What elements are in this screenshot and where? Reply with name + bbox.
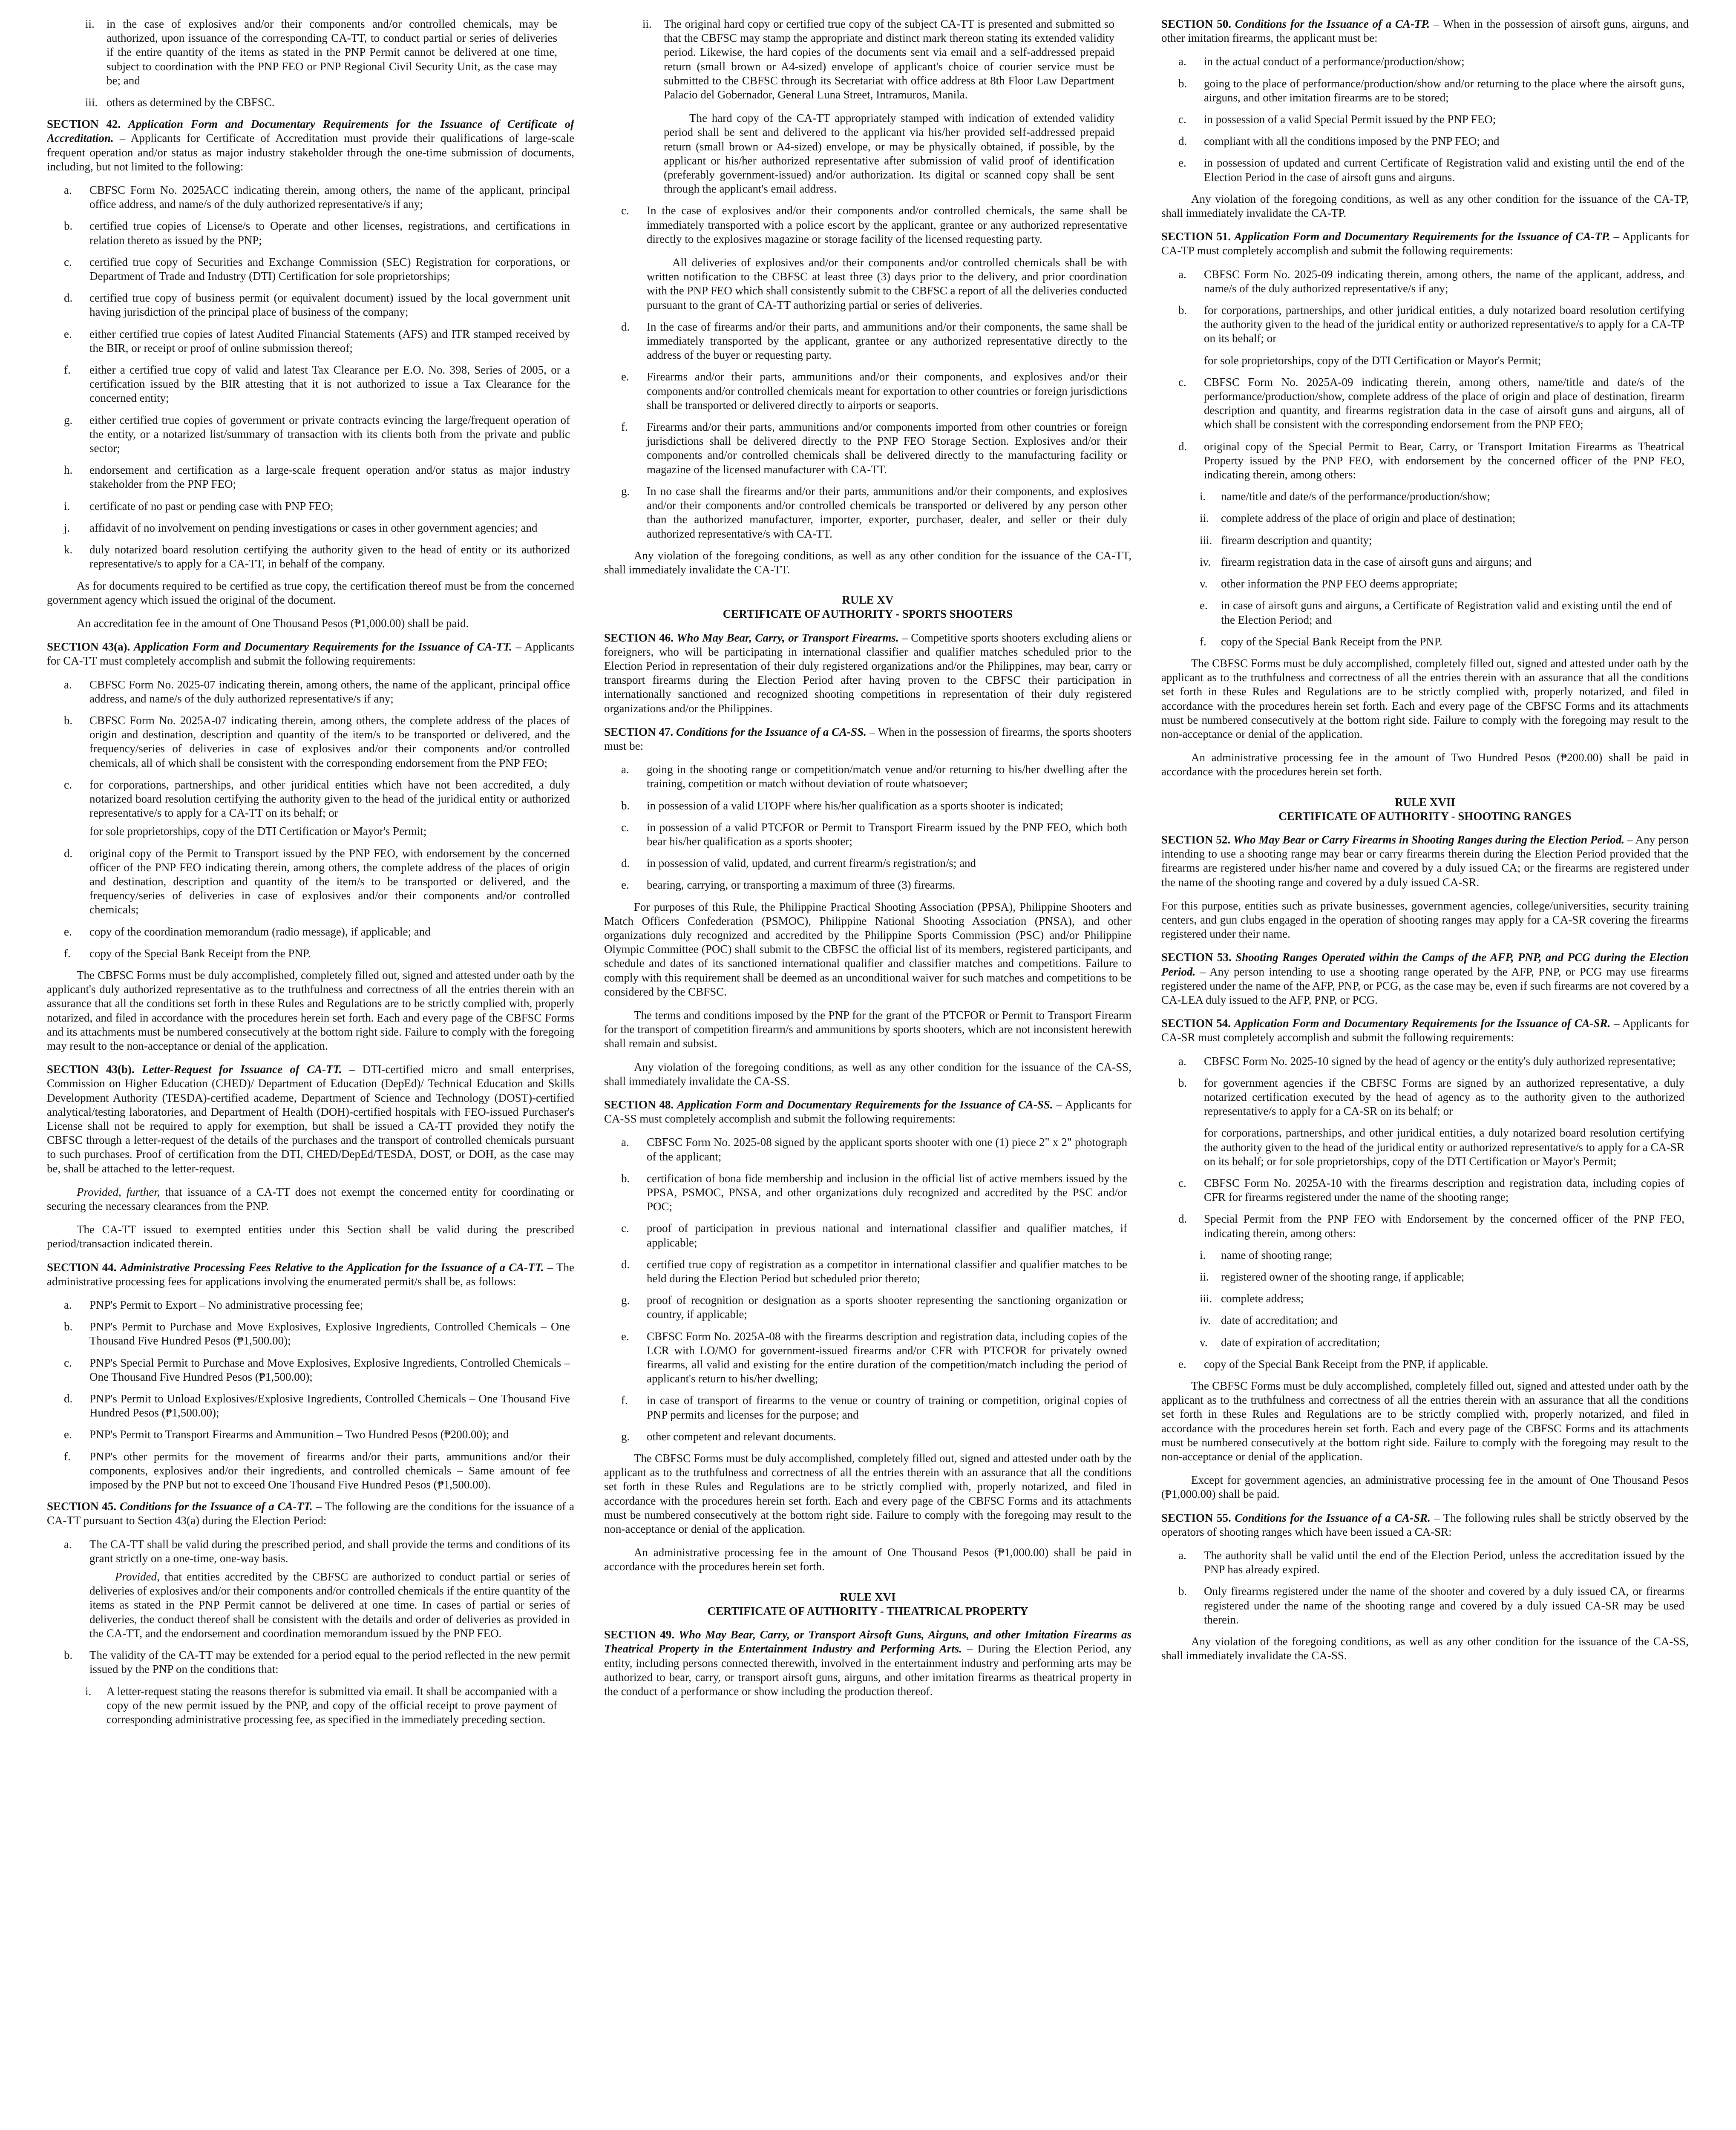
- list-item: d. original copy of the Special Permit to Bear, Carry, or Transport Imitation Firearms as Theatrical Property issued by the PNP FEO, with endorsement by the concerned officer of the PNP FEO, indicating therein, among others:: [1178, 440, 1684, 481]
- list-item: e. copy of the Special Bank Receipt from the PNP, if applicable.: [1178, 1357, 1488, 1370]
- column-3: [1161, 17, 1689, 2130]
- list-item: d. certified true copy of business permit (or equivalent document) issued by the local government unit having jurisdiction of the principal place of business of the company;: [64, 291, 570, 319]
- paragraph: An administrative processing fee in the amount of Two Hundred Pesos (₱200.00) shall be paid in accordance with the procedures herein set forth.: [1161, 751, 1689, 778]
- section-54: SECTION 54. Application Form and Documentary Requirements for the Issuance of CA-SR. – Applicants for CA-SR must completely accomplish and submit the following requirements:: [1161, 1017, 1689, 1044]
- list-item: e. in case of airsoft guns and airguns, a Certificate of Registration valid and existing until the end of the Election Period; and: [1200, 599, 1672, 626]
- section-53: SECTION 53. Shooting Ranges Operated within the Camps of the AFP, PNP, and PCG during the Election Period. – Any person intending to use a shooting range operated by the AFP, PNP, or PCG may use firearms registered under the name of the AFP, PNP, or PCG, as the case may be, even if such firearms are not covered by a CA-LEA duly issued to the AFP, PNP, or PCG.: [1161, 951, 1689, 1006]
- list-item: i. name of shooting range;: [1200, 1248, 1333, 1261]
- paragraph: An administrative processing fee in the amount of One Thousand Pesos (₱1,000.00) shall be paid in accordance with the procedures herein set forth.: [604, 1546, 1131, 1573]
- list-item: g. In no case shall the firearms and/or their parts, ammunitions and/or their components, and explosives and/or their components and/or controlled chemicals be transported or delivered by any person other than the authorized manufacturer, importer, exporter, purchaser, dealer, and seller or their duly authorized representative/s with CA-TT.: [621, 484, 1127, 540]
- list-item: a. CBFSC Form No. 2025-08 signed by the applicant sports shooter with one (1) piece 2" x 2" photograph of the applicant;: [621, 1136, 1127, 1163]
- list-item: a. CBFSC Form No. 2025-10 signed by the head of agency or the entity's duly authorized representative;: [1178, 1054, 1676, 1068]
- section-43a: SECTION 43(a). Application Form and Documentary Requirements for the Issuance of CA-TT. – Applicants for CA-TT must completely accomplish and submit the following requirements:: [47, 640, 574, 668]
- list-item: e. CBFSC Form No. 2025A-08 with the firearms description and registration data, including copies of the LCR with LO/MO for government-issued firearms and/or CFR with PTCFOR for privately owned firearms, all valid and existing for the entire duration of the competition/match including the period of applicant's return to his/her dwelling;: [621, 1330, 1127, 1385]
- list-item: b. certification of bona fide membership and inclusion in the official list of active members issued by the PPSA, PSMOC, PNSA, and other organizations duly recognized and accredited by the PSC and/or POC;: [621, 1172, 1127, 1213]
- section-48: SECTION 48. Application Form and Documentary Requirements for the Issuance of CA-SS. – Applicants for CA-SS must completely accomplish and submit the following requirements:: [604, 1098, 1131, 1125]
- list-item: iii. firearm description and quantity;: [1200, 533, 1372, 547]
- list-item: i. A letter-request stating the reasons therefor is submitted via email. It shall be accompanied with a copy of the new permit issued by the PNP, and copy of the official receipt to prove payment of corresponding administrative processing fee, as specified in the immediately preceding section.: [85, 1684, 557, 1726]
- top-list: [47, 17, 574, 109]
- list-item: ii. in the case of explosives and/or their components and/or controlled chemicals, may be authorized, upon issuance of the corresponding CA-TT, to conduct partial or series of deliveries if the entire quantity of the items as stated in the PNP Permit cannot be delivered at one time, subject to coordination with the PNP FEO or PNP Regional Civil Security Unit, as the case may be; and: [85, 17, 557, 87]
- list-item: b. PNP's Permit to Purchase and Move Explosives, Explosive Ingredients, Controlled Chemicals – One Thousand Five Hundred Pesos (₱1,500.00);: [64, 1320, 570, 1347]
- section-45: SECTION 45. Conditions for the Issuance of a CA-TT. – The following are the conditions for the issuance of a CA-TT pursuant to Section 43(a) during the Election Period:: [47, 1500, 574, 1527]
- list-item: iv. date of accreditation; and: [1200, 1314, 1338, 1327]
- list-item: f. either a certified true copy of valid and latest Tax Clearance per E.O. No. 398, Series of 2005, or a certification issued by the BIR attesting that it is not authorized to issue a Tax Clearance for the concerned entity;: [64, 363, 570, 405]
- section-48-list: [604, 1135, 1131, 1444]
- column-2: [604, 17, 1131, 2130]
- paragraph: Any violation of the foregoing conditions, as well as any other condition for the issuance of the CA-TP, shall immediately invalidate the CA-TP.: [1161, 192, 1689, 220]
- paragraph: Except for government agencies, an administrative processing fee in the amount of One Thousand Pesos (₱1,000.00) shall be paid.: [1161, 1474, 1689, 1501]
- list-item: iii. others as determined by the CBFSC.: [85, 96, 275, 109]
- section-47: SECTION 47. Conditions for the Issuance of a CA-SS. – When in the possession of firearms, the sports shooters must be:: [604, 725, 1131, 752]
- list-item: c. CBFSC Form No. 2025A-09 indicating therein, among others, name/title and date/s of the performance/production/show, complete address of the place of origin and place of destination, firearm description and quantity, and firearms registration data in the case of airsoft guns and airguns, all of which shall be consistent with the corresponding endorsement from the PNP FEO;: [1178, 375, 1684, 431]
- list-item: d. in possession of valid, updated, and current firearm/s registration/s; and: [621, 857, 976, 870]
- list-item: c. in possession of a valid PTCFOR or Permit to Transport Firearm issued by the PNP FEO, which both bear his/her qualification as a sports shooter;: [621, 820, 1127, 848]
- list-item: c. for corporations, partnerships, and other juridical entities which have not been accredited, a duly notarized board resolution certifying the authority given to the head of the juridical entity or authorized representative/s to apply for a CA-TT on its behalf; or for sole proprietorships, copy of the DTI Certification or Mayor's Permit;: [64, 778, 570, 838]
- section-44: SECTION 44. Administrative Processing Fees Relative to the Application for the Issuance of a CA-TT. – The administrative processing fees for applications involving the enumerated permit/s shall be, as follows:: [47, 1261, 574, 1288]
- section-55: SECTION 55. Conditions for the Issuance of a CA-SR. – The following rules shall be strictly observed by the operators of shooting ranges which have been issued a CA-SR:: [1161, 1511, 1689, 1538]
- list-item: j. affidavit of no involvement on pending investigations or cases in other government agencies; and: [64, 521, 538, 534]
- list-item: v. other information the PNP FEO deems appropriate;: [1200, 577, 1458, 590]
- list-item: d. PNP's Permit to Unload Explosives/Explosive Ingredients, Controlled Chemicals – One Thousand Five Hundred Pesos (₱1,500.00);: [64, 1392, 570, 1419]
- section-51-list: [1161, 268, 1689, 482]
- list-item: b. Only firearms registered under the name of the shooter and covered by a duly issued CA, or firearms registered under the name of the shooting range and covered by a duly issued CA-SR may be used therein.: [1178, 1585, 1684, 1626]
- list-item: iii. complete address;: [1200, 1292, 1304, 1305]
- list-item: f. PNP's other permits for the movement of firearms and/or their parts, ammunitions and/or their components, explosives and/or their ingredients, and controlled chemicals – Same amount of fee imposed by the PNP but not to exceed One Thousand Five Hundred Pesos (₱1,500.00).: [64, 1450, 570, 1491]
- list-item: d. compliant with all the conditions imposed by the PNP FEO; and: [1178, 135, 1500, 148]
- list-item: c. PNP's Special Permit to Purchase and Move Explosives, Explosive Ingredients, Controlled Chemicals – One Thousand Five Hundred Pesos (₱1,500.00);: [64, 1356, 570, 1383]
- list-item: e. either certified true copies of latest Audited Financial Statements (AFS) and ITR stamped received by the BIR, or receipt or proof of online submission thereof;: [64, 327, 570, 354]
- list-item: e. copy of the coordination memorandum (radio message), if applicable; and: [64, 925, 431, 938]
- list-item: i. certificate of no past or pending case with PNP FEO;: [64, 499, 334, 512]
- list-item: b. for corporations, partnerships, and other juridical entities, a duly notarized board resolution certifying the authority given to the head of the juridical entity or authorized representative/s to apply for a CA-TP on its behalf; or for sole proprietorships, copy of the DTI Certification or Mayor's Permit;: [1178, 304, 1684, 367]
- list-item: i. name/title and date/s of the performance/production/show;: [1200, 490, 1491, 503]
- list-item: a. CBFSC Form No. 2025ACC indicating therein, among others, the name of the applicant, principal office address, and name/s of the duly authorized representative/s if any;: [64, 184, 570, 211]
- section-46: SECTION 46. Who May Bear, Carry, or Transport Firearms. – Competitive sports shooters excluding aliens or foreigners, who will be participating in international classifier and qualifier matches scheduled prior to the Election Period in representation of their duly registered organizations and/or the Philippines, may bear, carry or transport firearms during the Election Period after having proven to the CBFSC their participation in internationally sanctioned and recognized shooting competitions in representation of their duly registered organizations and/or the Philippines.: [604, 631, 1131, 715]
- section-45-list: [47, 1537, 574, 1677]
- paragraph: The CBFSC Forms must be duly accomplished, completely filled out, signed and attested under oath by the applicant as to the truthfulness and correctness of all the entries therein with an assurance that all the conditions set forth in these Rules and Regulations are to be strictly complied with, properly notarized, and filed in accordance with the procedures herein set forth. Each and every page of the CBFSC Forms and its attachments must be numbered consecutively at the bottom right side. Failure to comply with the foregoing may result to the non-acceptance or denial of the application.: [604, 1452, 1131, 1536]
- list-item: c. in possession of a valid Special Permit issued by the PNP FEO;: [1178, 113, 1496, 126]
- list-item: b. certified true copies of License/s to Operate and other licenses, registrations, and certifications in relation thereto as issued by the PNP;: [64, 219, 570, 247]
- list-item: h. endorsement and certification as a large-scale frequent operation and/or status as major industry stakeholder from the PNP FEO;: [64, 463, 570, 491]
- paragraph: Any violation of the foregoing conditions, as well as any other condition for the issuance of the CA-SS, shall immediately invalidate the CA-SS.: [604, 1060, 1131, 1088]
- list-item: f. copy of the Special Bank Receipt from the PNP.: [1200, 635, 1442, 648]
- list-item: b. in possession of a valid LTOPF where his/her qualification as a sports shooter is indicated;: [621, 799, 1063, 812]
- list-item: b. The validity of the CA-TT may be extended for a period equal to the period reflected in the new permit issued by the PNP on the conditions that:: [64, 1649, 570, 1676]
- list-item: g. other competent and relevant documents.: [621, 1430, 836, 1443]
- section-51: SECTION 51. Application Form and Documentary Requirements for the Issuance of CA-TP. – Applicants for CA-TP must completely accomplish and submit the following requirements:: [1161, 230, 1689, 257]
- list-item: e. in possession of updated and current Certificate of Registration valid and existing until the end of the Election Period in the case of airsoft guns and airguns.: [1178, 156, 1684, 184]
- paragraph: For this purpose, entities such as private businesses, government agencies, college/universities, security training centers, and gun clubs engaged in the operation of shooting ranges may apply for a CA-SR covering the firearms registered under their name.: [1161, 899, 1689, 941]
- list-item: d. certified true copy of registration as a competitor in international classifier and qualifier matches to be held during the Election Period but scheduled prior thereto;: [621, 1258, 1127, 1285]
- section-44-list: [47, 1298, 574, 1492]
- list-item: f. in case of transport of firearms to the venue or country of training or competition, original copies of PNP permits and licenses for the purpose; and: [621, 1394, 1127, 1421]
- paragraph: The CA-TT issued to exempted entities under this Section shall be valid during the prescribed period/transaction indicated therein.: [47, 1223, 574, 1250]
- list-item: b. CBFSC Form No. 2025A-07 indicating therein, among others, the complete address of the places of origin and destination, description and quantity of the item/s to be transported or delivered, and the frequency/series of deliveries in case of explosives and/or their components and/or controlled chemicals, all of which shall be consistent with the corresponding endorsement from the PNP FEO;: [64, 714, 570, 769]
- paragraph: The terms and conditions imposed by the PNP for the grant of the PTCFOR or Permit to Transport Firearm for the transport of competition firearm/s and ammunitions by sports shooters, which are not inconsistent herewith shall remain and subsist.: [604, 1008, 1131, 1050]
- list-item: c. certified true copy of Securities and Exchange Commission (SEC) Registration for corporations, or Department of Trade and Industry (DTI) Certification for sole proprietorships;: [64, 255, 570, 283]
- column-1: [47, 17, 574, 2130]
- section-42: SECTION 42. Application Form and Documentary Requirements for the Issuance of Certificate of Accreditation. – Applicants for Certificate of Accreditation must provide their qualifications of large-scale frequent operation and/or status as major industry stakeholder through the one-time submission of documents, including, but not limited to the following:: [47, 118, 574, 173]
- paragraph: An accreditation fee in the amount of One Thousand Pesos (₱1,000.00) shall be paid.: [77, 616, 469, 630]
- paragraph: The CBFSC Forms must be duly accomplished, completely filled out, signed and attested under oath by the applicant as to the truthfulness and correctness of all the entries therein with an assurance that all the conditions set forth in these Rules and Regulations are to be strictly complied with, properly notarized, and filed in accordance with the procedures herein set forth. Each and every page of the CBFSC Forms and its attachments must be numbered consecutively at the bottom right side. Failure to comply with the foregoing may result to the non-acceptance or denial of the application.: [1161, 1379, 1689, 1463]
- list-item: a. going in the shooting range or competition/match venue and/or returning to his/her dwelling after the training, competition or match without deviation of route whatsoever;: [621, 763, 1127, 790]
- list-item: iv. firearm registration data in the case of airsoft guns and airguns; and: [1200, 555, 1532, 568]
- paragraph: Any violation of the foregoing conditions, as well as any other condition for the issuance of the CA-SS, shall immediately invalidate the CA-SS.: [1161, 1635, 1689, 1662]
- list-item: a. The CA-TT shall be valid during the prescribed period, and shall provide the terms and conditions of its grant strictly on a one-time, one-way basis. Provided, that entities accredited by the CBFSC are authorized to conduct partial or series of deliveries of explosives and/or their components and/or controlled chemicals if the entire quantity of the items as stated in the PNP Permit cannot be delivered at one time. In cases of partial or series of deliveries, the conduct thereof shall be consistent with the details and order of deliveries as provided in the CA-TT, and the endorsement and coordination memorandum issued by the PNP FEO.: [64, 1537, 570, 1640]
- list-item: a. CBFSC Form No. 2025-07 indicating therein, among others, the name of the applicant, principal office address, and name/s of the duly authorized representative/s if any;: [64, 678, 570, 705]
- paragraph: For purposes of this Rule, the Philippine Practical Shooting Association (PPSA), Philippine Shooters and Match Officers Confederation (PSMOC), Philippine National Shooting Association (PNSA), and other organizations duly recognized and accredited by the Philippine Sports Commission (PSC) and/or Philippine Olympic Committee (POC) shall submit to the CBFSC the official list of its members, registered participants, and schedule and dates of its sanctioned international qualifier and classifier matches and competitions. Failure to comply with this requirement shall be deemed as an unconditional waiver for such matches and competitions to be considered by the CBFSC.: [604, 900, 1131, 998]
- list-item: ii. The original hard copy or certified true copy of the subject CA-TT is presented and submitted so that the CBFSC may stamp the appropriate and distinct mark thereon stating its extended validity period. Likewise, the hard copies of the documents sent via email and a self-addressed prepaid return (small brown or A4-sized) envelope of applicant's choice of courier service must be submitted to the CBFSC through its Secretariat with office address at 8th Floor Law Department Palacio del Gobernador, General Luna Street, Intramuros, Manila. The hard copy of the CA-TT appropriately stamped with indication of extended validity period shall be sent and delivered to the applicant via his/her provided self-addressed prepaid return (small brown or A4-sized) envelope, or may be physically obtained, if possible, by the applicant or his/her authorized representative after submission of valid proof of identification (preferably government-issued) and/or authorization. Its digital or scanned copy shall be sent through the applicant's email address.: [642, 17, 1114, 196]
- section-50-list: [1161, 55, 1689, 184]
- section-51-d-list: [1161, 489, 1689, 649]
- list-item: a. PNP's Permit to Export – No administrative processing fee;: [64, 1298, 363, 1312]
- list-item: g. proof of recognition or designation as a sports shooter representing the sanctioning organization or country, if applicable;: [621, 1294, 1127, 1321]
- paragraph: Provided, further, that issuance of a CA-TT does not exempt the concerned entity for coordinating or securing the necessary clearances from the PNP.: [47, 1185, 574, 1213]
- section-52: SECTION 52. Who May Bear or Carry Firearms in Shooting Ranges during the Election Period. – Any person intending to use a shooting range may bear or carry firearms therein during the Election Period provided that the firearms are registered under his/her name and covered by a duly issued CA; or the firearms are registered under the name of the shooting range and covered by a duly issued CA-SR.: [1161, 833, 1689, 889]
- rule-xvii-heading: RULE XVII CERTIFICATE OF AUTHORITY - SHOOTING RANGES: [1278, 795, 1572, 823]
- list-item: a. in the actual conduct of a performance/production/show;: [1178, 55, 1465, 68]
- section-43a-list: [47, 678, 574, 961]
- list-item: ii. registered owner of the shooting range, if applicable;: [1200, 1270, 1465, 1284]
- list-item: a. CBFSC Form No. 2025-09 indicating therein, among others, the name of the applicant, address, and name/s of the duly authorized representative/s if any;: [1178, 268, 1684, 295]
- extension-list: [604, 17, 1131, 196]
- rule-xv-heading: RULE XV CERTIFICATE OF AUTHORITY - SPORTS SHOOTERS: [723, 593, 1013, 621]
- list-item: e. Firearms and/or their parts, ammunitions and/or their components, and explosives and/or their components and/or controlled chemicals meant for exportation to other countries or foreign jurisdictions shall be transported or delivered directly to airports or seaports.: [621, 370, 1127, 412]
- section-43b: SECTION 43(b). Letter-Request for Issuance of CA-TT. – DTI-certified micro and small enterprises, Commission on Higher Education (CHED)/ Department of Education (DepEd)/ Technical Education and Skills Development Authority (TESDA)-certified academe, Department of Science and Technology (DOST)-certified analytical/testing laboratories, and Department of Health (DOH)-certified hospitals with FEO-issued Purchaser's License shall not be required to apply for exemption, but shall be issued a CA-TT provided they notify the CBFSC through a letter-request of the details of the purchases and the transport of controlled chemicals pursuant to such purchases. Proof of certification from the DTI, CHED/DepEd/TESDA, DOST, or DOH, as the case may be, shall be attached to the letter-request.: [47, 1063, 574, 1175]
- section-42-list: [47, 183, 574, 571]
- list-item: f. copy of the Special Bank Receipt from the PNP.: [64, 947, 311, 960]
- paragraph: Any violation of the foregoing conditions, as well as any other condition for the issuance of the CA-TT, shall immediately invalidate the CA-TT.: [604, 549, 1131, 576]
- list-item: v. date of expiration of accreditation;: [1200, 1336, 1380, 1349]
- list-item: g. either certified true copies of government or private contracts evincing the large/frequent operation of the entity, or a notarized list/summary of transaction with its clients both from the private and public sector;: [64, 413, 570, 455]
- list-item: d. Special Permit from the PNP FEO with Endorsement by the concerned officer of the PNP FEO, indicating therein, among others:: [1178, 1212, 1684, 1240]
- section-47-list: [604, 763, 1131, 892]
- list-item: d. In the case of firearms and/or their parts, and ammunitions and/or their components, the same shall be immediately transported by the applicant, grantee or any authorized representative directly to the address of the buyer or requesting party.: [621, 320, 1127, 362]
- list-item: d. original copy of the Permit to Transport issued by the PNP FEO, with endorsement by the concerned officer of the PNP FEO indicating therein, among others, the complete address of the places of origin and destination, description and quantity of the item/s to be transported or delivered, and the frequency/series of deliveries in case of explosives and/or their components and/or controlled chemicals;: [64, 846, 570, 916]
- list-item: a. The authority shall be valid until the end of the Election Period, unless the accreditation issued by the PNP has already expired.: [1178, 1549, 1684, 1576]
- list-item: b. for government agencies if the CBFSC Forms are signed by an authorized representative, a duly notarized certification executed by the head of agency as to the authority given to the authorized representative/s to apply for a CA-SR on its behalf; or for corporations, partnerships, and other juridical entities, a duly notarized board resolution certifying the authority given to the head of the juridical entity or authorized representative/s to apply for a CA-SR on its behalf; or for sole proprietorships, copy of the DTI Certification or Mayor's Permit;: [1178, 1076, 1684, 1168]
- rule-xvi-heading: RULE XVI CERTIFICATE OF AUTHORITY - THEATRICAL PROPERTY: [707, 1590, 1028, 1618]
- paragraph: The CBFSC Forms must be duly accomplished, completely filled out, signed and attested under oath by the applicant's duly authorized representative as to the truthfulness and correctness of all the entries therein with an assurance that all the conditions set forth in these Rules and Regulations are to be strictly complied with, properly notarized, and filed in accordance with the procedures herein set forth. Each and every page of the CBFSC Forms and its attachments must be numbered consecutively at the bottom right side. Failure to comply with the foregoing may result to the non-acceptance or denial of the application.: [47, 968, 574, 1052]
- list-item: b. going to the place of performance/production/show and/or returning to the place where the airsoft guns, airguns, and other imitation firearms are to be stored;: [1178, 77, 1684, 104]
- list-item: c. CBFSC Form No. 2025A-10 with the firearms description and registration data, including copies of CFR for firearms registered under the name of the shooting range;: [1178, 1177, 1684, 1204]
- section-50: SECTION 50. Conditions for the Issuance of a CA-TP. – When in the possession of airsoft guns, airguns, and other imitation firearms, the applicant must be:: [1161, 17, 1689, 45]
- section-54-e-list: [1161, 1357, 1689, 1371]
- list-item: k. duly notarized board resolution certifying the authority given to the head of entity or its authorized representative/s to apply for a CA-TT, in behalf of the company.: [64, 543, 570, 570]
- list-item: c. In the case of explosives and/or their components and/or controlled chemicals, the same shall be immediately transported with a police escort by the applicant, grantee or any authorized representative directly to the explosives magazine or storage facility of the licensed requesting party. All deliveries of explosives and/or their components and/or controlled chemicals shall be with written notification to the CBFSC at least three (3) days prior to the delivery, and prior coordination with the PNP FEO which shall consistently submit to the CBFSC a report of all the deliveries conducted pursuant to the grant of CA-TT authorizing partial or series of deliveries.: [621, 204, 1127, 311]
- list-item: ii. complete address of the place of origin and place of destination;: [1200, 512, 1516, 525]
- section-54-list: [1161, 1054, 1689, 1241]
- section-45-b-list: [47, 1684, 574, 1727]
- paragraph: The CBFSC Forms must be duly accomplished, completely filled out, signed and attested under oath by the applicant as to the truthfulness and correctness of all the entries therein with an assurance that all the conditions set forth in these Rules and Regulations are to be strictly complied with, properly notarized, and filed in accordance with the procedures herein set forth. Each and every page of the CBFSC Forms and its attachments must be numbered consecutively at the bottom right side. Failure to comply with the foregoing may result to the non-acceptance or denial of the application.: [1161, 656, 1689, 740]
- conditions-list: [604, 204, 1131, 541]
- paragraph: As for documents required to be certified as true copy, the certification thereof must be from the concerned government agency which issued the original of the document.: [47, 579, 574, 606]
- section-54-d-list: [1161, 1248, 1689, 1350]
- section-49: SECTION 49. Who May Bear, Carry, or Transport Airsoft Guns, Airguns, and other Imitation Firearms as Theatrical Property in the Entertainment Industry and Performing Arts. – During the Election Period, any entity, including persons connected therewith, involved in the entertainment industry and performing arts may be authorized to bear, carry, or transport airsoft guns, airguns, and other imitation firearms as theatrical property in the conduct of a performance or show including the production thereof.: [604, 1628, 1131, 1698]
- section-55-list: [1161, 1549, 1689, 1627]
- list-item: e. bearing, carrying, or transporting a maximum of three (3) firearms.: [621, 878, 956, 892]
- list-item: f. Firearms and/or their parts, ammunitions and/or components imported from other countries or foreign jurisdictions shall be delivered directly to the PNP FEO Storage Section. Explosives and/or their components and/or controlled chemicals shall be delivered directly to the manufacturing facility or magazine of the licensed manufacturer with CA-TT.: [621, 420, 1127, 476]
- list-item: c. proof of participation in previous national and international classifier and qualifier matches, if applicable;: [621, 1222, 1127, 1249]
- list-item: e. PNP's Permit to Transport Firearms and Ammunition – Two Hundred Pesos (₱200.00); and: [64, 1428, 509, 1441]
